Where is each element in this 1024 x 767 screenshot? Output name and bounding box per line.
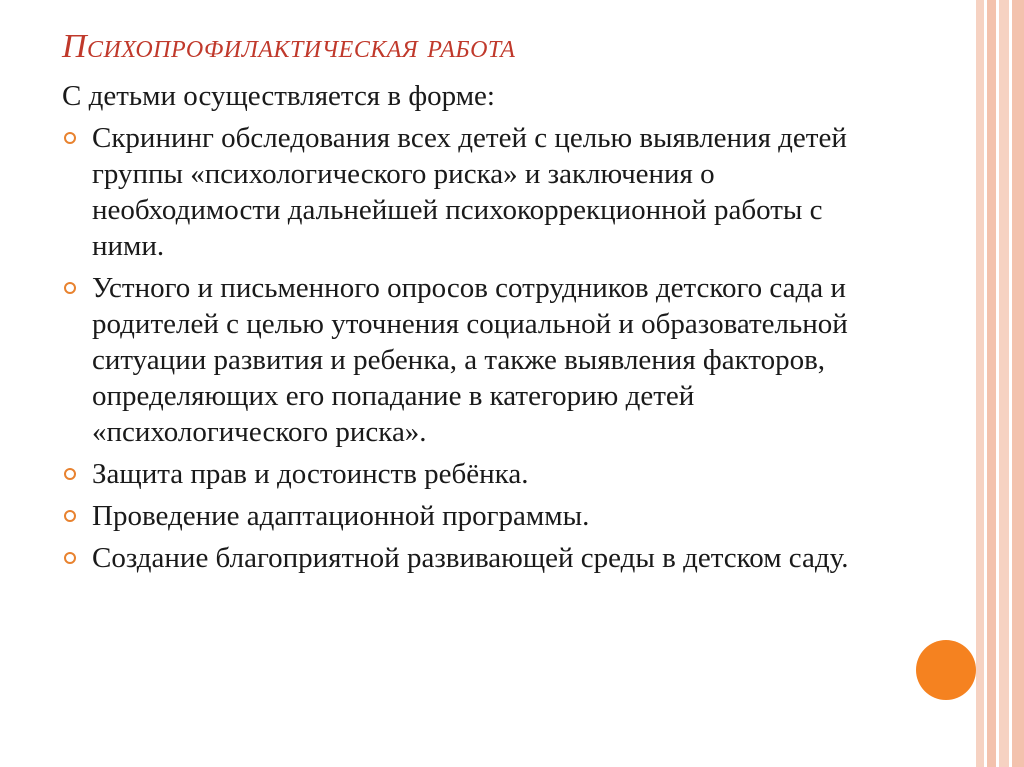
- slide-title: Психопрофилактическая работа: [62, 28, 516, 65]
- bullet-text: Проведение адаптационной программы.: [92, 500, 590, 532]
- decorative-stripes: [976, 0, 1024, 767]
- list-item: [62, 120, 882, 264]
- bullet-text: Скрининг обследования всех детей с целью выявления детей группы «психологического риска» и заключения о необходимости дальнейшей психокоррекционной работы с ними.: [92, 122, 847, 262]
- bullet-circle-icon: [64, 282, 76, 294]
- list-item: [62, 540, 882, 576]
- intro-text: С детьми осуществляется в форме:: [62, 80, 495, 112]
- bullet-list: [62, 120, 882, 582]
- bullet-circle-icon: [64, 510, 76, 522]
- bullet-text: Создание благоприятной развивающей среды в детском саду.: [92, 542, 849, 574]
- bullet-text: Защита прав и достоинств ребёнка.: [92, 458, 529, 490]
- list-item: [62, 270, 882, 450]
- bullet-circle-icon: [64, 132, 76, 144]
- decorative-circle: [916, 640, 976, 700]
- list-item: [62, 456, 882, 492]
- list-item: [62, 498, 882, 534]
- bullet-text: Устного и письменного опросов сотрудников детского сада и родителей с целью уточнения социальной и образовательной ситуации развития и ребенка, а также выявления факторов, определяющих его попадание в категорию детей «психологического риска».: [92, 272, 848, 448]
- bullet-circle-icon: [64, 552, 76, 564]
- bullet-circle-icon: [64, 468, 76, 480]
